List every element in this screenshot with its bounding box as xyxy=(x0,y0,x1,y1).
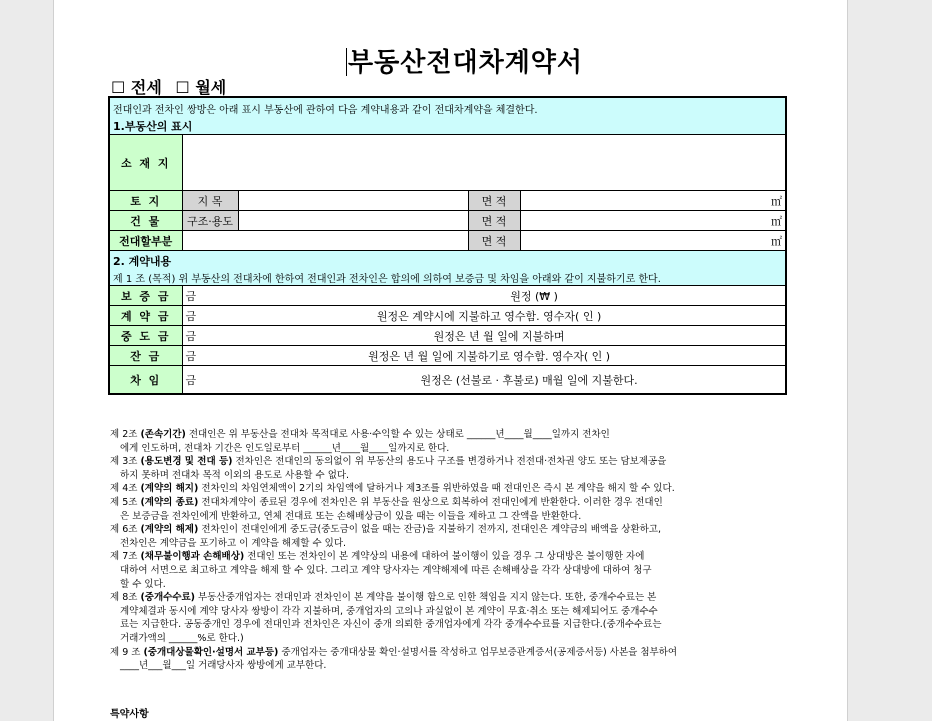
building-structure-field[interactable] xyxy=(238,211,468,231)
special-terms-heading: 특약사항 xyxy=(110,709,149,720)
middle-payment-field[interactable]: 금 원정은 년 월 일에 지불하며 xyxy=(182,326,786,346)
building-area-label: 면 적 xyxy=(468,211,520,231)
document-page xyxy=(53,0,848,721)
building-area-field[interactable] xyxy=(520,211,786,231)
location-label: 소 재 지 xyxy=(109,135,182,191)
contract-type-options xyxy=(111,75,234,98)
article-9: 제 9 조 (중개대상물확인·설명서 교부등) 중개업자는 중개대상물 확인·설명서를 작성하고 업무보증관계증서(공제증서등) 사본을 첨부하여 xyxy=(110,646,678,658)
contract-deposit-field[interactable]: 금 원정은 계약시에 지불하고 영수함. 영수자( 인 ) xyxy=(182,306,786,326)
rent-label: 차 임 xyxy=(109,366,182,395)
article-4: 제 4조 (계약의 해지) 전차인의 차임연체액이 2기의 차임액에 달하거나 제3조를 위반하였을 때 전대인은 즉시 본 계약을 해지 할 수 있다. xyxy=(110,483,675,495)
area-unit: ㎡ xyxy=(771,234,783,248)
article-9-cont: ____년___월___일 거래당사자 쌍방에게 교부한다. xyxy=(120,660,327,672)
location-field[interactable] xyxy=(182,135,786,191)
land-area-label: 면 적 xyxy=(468,191,520,211)
middle-payment-label: 중 도 금 xyxy=(109,326,182,346)
deposit-label: 보 증 금 xyxy=(109,286,182,306)
land-category-field[interactable] xyxy=(238,191,468,211)
article-7-cont2: 할 수 있다. xyxy=(120,578,166,590)
rent-field[interactable]: 금 원정은 (선불로 · 후불로) 매월 일에 지불한다. xyxy=(182,366,786,395)
land-area-field[interactable] xyxy=(520,191,786,211)
jeonse-checkbox[interactable]: ☐ 전세 xyxy=(111,78,162,97)
land-label: 토 지 xyxy=(109,191,182,211)
article-5: 제 5조 (계약의 종료) 전대차계약이 종료된 경우에 전차인은 위 부동산을 원상으로 회복하여 전대인에게 반환한다. 이러한 경우 전대인 xyxy=(110,496,663,508)
contract-deposit-label: 계 약 금 xyxy=(109,306,182,326)
article-7: 제 7조 (채무불이행과 손해배상) 전대인 또는 전차인이 본 계약상의 내용에 대하여 불이행이 있을 경우 그 상대방은 불이행한 자에 xyxy=(110,551,645,563)
article-8-cont2: 료는 지급한다. 공동중개인 경우에 전대인과 전차인은 자신이 중개 의뢰한 중개업자에게 각각 중개수수료를 지급한다.(중개수수료는 xyxy=(120,619,662,631)
article-5-cont: 은 보증금을 전차인에게 반환하고, 연체 전대료 또는 손해배상금이 있을 때는 이들을 제하고 그 잔액을 반환한다. xyxy=(120,510,582,522)
contract-articles xyxy=(110,428,800,673)
article-3: 제 3조 (용도변경 및 전대 등) 전차인은 전대인의 동의없이 위 부동산의 용도나 구조를 변경하거나 전전대·전차권 양도 또는 담보제공을 xyxy=(110,456,667,468)
article-8: 제 8조 (중개수수료) 부동산중개업자는 전대인과 전차인이 본 계약을 불이행 함으로 인한 책임을 지지 않는다. 또한, 중개수수료는 본 xyxy=(110,592,657,604)
sublease-field[interactable] xyxy=(182,231,468,251)
sublease-label: 전대할부분 xyxy=(109,231,182,251)
intro-text: 전대인과 전차인 쌍방은 아래 표시 부동산에 관하여 다음 계약내용과 같이 전대차계약을 체결한다. xyxy=(113,105,538,116)
section1-heading: 1.부동산의 표시 xyxy=(113,120,193,133)
document-title: 부동산전대차계약서 xyxy=(348,48,584,78)
sublease-area-field[interactable] xyxy=(520,231,786,251)
area-unit: ㎡ xyxy=(771,214,783,228)
area-unit: ㎡ xyxy=(771,194,783,208)
building-label: 건 물 xyxy=(109,211,182,231)
building-structure-label: 구조·용도 xyxy=(182,211,238,231)
section2-heading: 2. 계약내용 xyxy=(113,255,172,268)
article-6-cont: 전차인은 계약금을 포기하고 이 계약을 해제할 수 있다. xyxy=(120,537,347,549)
article-2: 제 2조 (존속기간) 전대인은 위 부동산을 전대차 목적대로 사용·수익할 수 있는 상태로 ______년____월____일까지 전차인 xyxy=(110,429,610,440)
land-category-label: 지 목 xyxy=(182,191,238,211)
balance-field[interactable]: 금 원정은 년 월 일에 지불하기로 영수함. 영수자( 인 ) xyxy=(182,346,786,366)
sublease-area-label: 면 적 xyxy=(468,231,520,251)
balance-label: 잔 금 xyxy=(109,346,182,366)
article-8-cont: 계약체결과 동시에 계약 당사자 쌍방이 각각 지불하며, 중개업자의 고의나 과실없이 본 계약이 무효·취소 또는 해제되어도 중개수수 xyxy=(120,605,658,617)
article-2-cont: 에게 인도하며, 전대차 기간은 인도일로부터 ______년____월____일까지로 한다. xyxy=(120,442,450,454)
contract-table xyxy=(108,96,787,395)
wolse-checkbox[interactable]: ☐ 월세 xyxy=(175,78,227,97)
article-7-cont: 대하여 서면으로 최고하고 계약을 해제 할 수 있다. 그리고 계약 당사자는 계약해제에 따른 손해배상을 각각 상대방에 대하여 청구 xyxy=(120,564,652,576)
article1-text: 제 1 조 (목적) 위 부동산의 전대차에 한하여 전대인과 전차인은 합의에 의하여 보증금 및 차임을 아래와 같이 지불하기로 한다. xyxy=(113,274,661,285)
article-6: 제 6조 (계약의 해제) 전차인이 전대인에게 중도금(중도금이 없을 때는 잔금)을 지불하기 전까지, 전대인은 계약금의 배액을 상환하고, xyxy=(110,524,661,536)
text-cursor xyxy=(346,48,347,76)
article-8-cont3: 거래가액의 ______%로 한다.) xyxy=(120,632,244,644)
deposit-field[interactable]: 금 원정 (₩ ) xyxy=(182,286,786,306)
article-3-cont: 하지 못하며 전대차 목적 이외의 용도로 사용할 수 없다. xyxy=(120,469,350,481)
